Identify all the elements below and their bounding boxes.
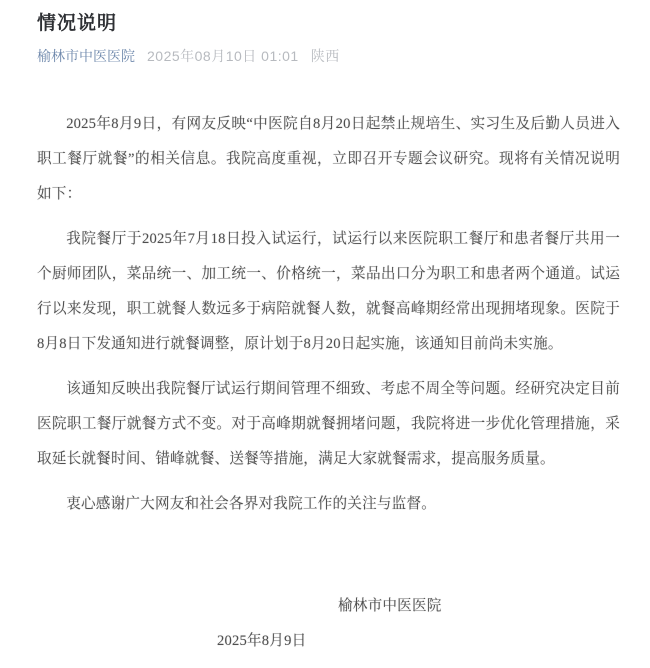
statement-paragraph: 我院餐厅于2025年7月18日投入试运行，试运行以来医院职工餐厅和患者餐厅共用一个厨师团队，菜品统一、加工统一、价格统一，菜品出口分为职工和患者两个通道。试运行以来发现，职工就餐人数远多于病陪就餐人数，就餐高峰期经常出现拥堵现象。医院于8月8日下发通知进行就餐调整，原计划于8月20日起实施，该通知目前尚未实施。 [37, 231, 620, 352]
statement-body [0, 65, 650, 659]
page-title: 情况说明 [37, 13, 118, 34]
post-region: 陕西 [310, 48, 340, 64]
statement-date: 2025年8月9日 [217, 633, 307, 649]
author-link[interactable]: 榆林市中医医院 [37, 48, 135, 64]
statement-paragraph: 衷心感谢广大网友和社会各界对我院工作的关注与监督。 [66, 496, 437, 512]
statement-signature: 榆林市中医医院 [338, 598, 442, 614]
statement-paragraph: 2025年8月9日，有网友反映“中医院自8月20日起禁止规培生、实习生及后勤人员进入职工餐厅就餐”的相关信息。我院高度重视，立即召开专题会议研究。现将有关情况说明如下： [37, 116, 620, 202]
post-timestamp: 2025年08月10日 01:01 [147, 48, 299, 64]
statement-paragraph: 该通知反映出我院餐厅试运行期间管理不细致、考虑不周全等问题。经研究决定目前医院职工餐厅就餐方式不变。对于高峰期就餐拥堵问题，我院将进一步优化管理措施，采取延长就餐时间、错峰就餐、送餐等措施，满足大家就餐需求，提高服务质量。 [37, 381, 620, 467]
byline [0, 36, 650, 65]
